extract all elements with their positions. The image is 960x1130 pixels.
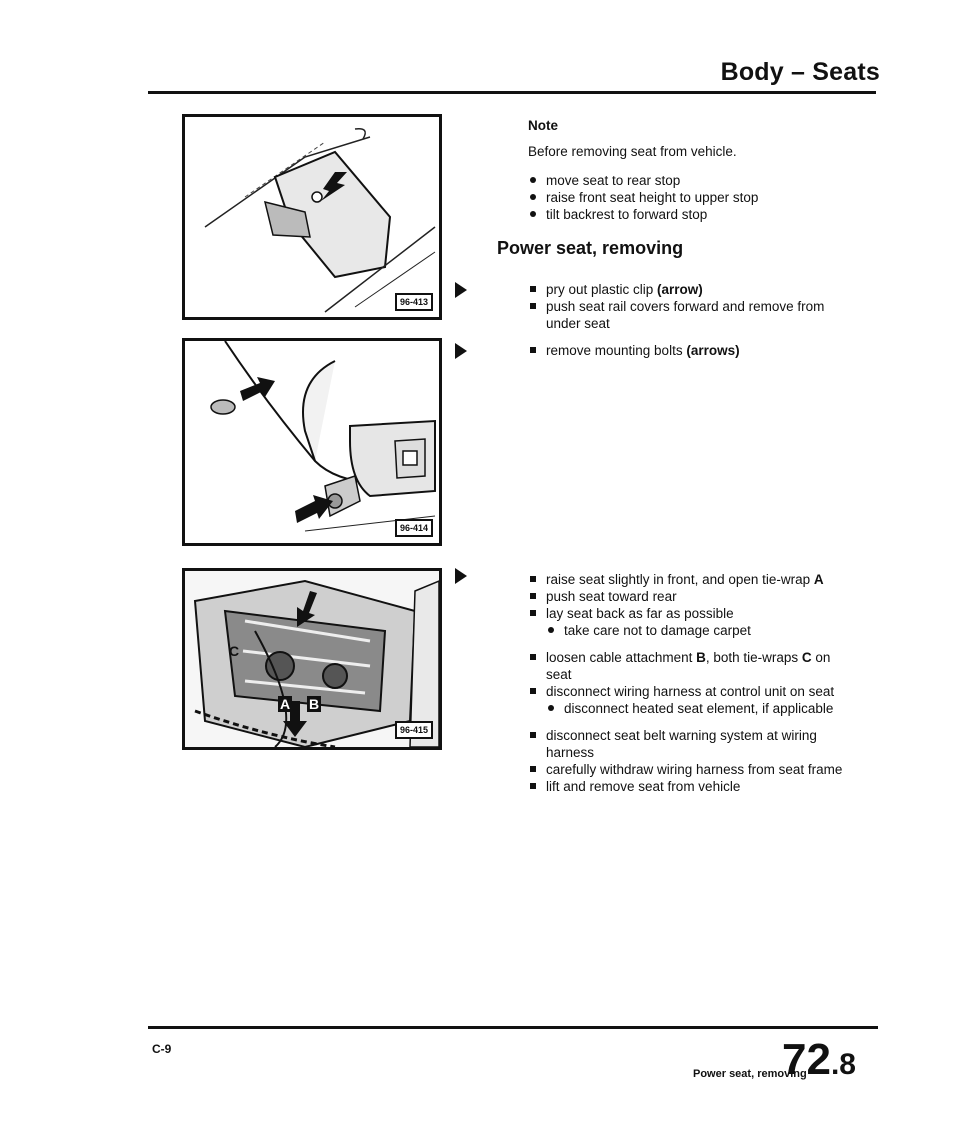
seat-rail-illustration <box>185 117 439 317</box>
step-item: lay seat back as far as possible <box>528 605 844 622</box>
step-item: carefully withdraw wiring harness from seat frame <box>528 761 844 778</box>
label-b: B <box>309 696 320 712</box>
step-item: loosen cable attachment B, both tie-wraps C on seat <box>528 649 844 683</box>
step-item: raise seat slightly in front, and open tie-wrap A <box>528 571 844 588</box>
step-subitem: take care not to damage carpet <box>546 622 844 639</box>
note-item: raise front seat height to upper stop <box>528 189 868 206</box>
mounting-bolts-illustration <box>185 341 439 543</box>
figure-seat-rail-clip <box>182 114 442 320</box>
note-intro: Before removing seat from vehicle. <box>528 144 737 159</box>
figure-tag: 96-413 <box>395 293 433 311</box>
step-item: lift and remove seat from vehicle <box>528 778 844 795</box>
note-title: Note <box>528 118 558 133</box>
section-number: 72.8 <box>782 1035 856 1084</box>
section-title: Power seat, removing <box>497 238 684 258</box>
step-item: push seat toward rear <box>528 588 844 605</box>
page-code: C-9 <box>152 1042 172 1056</box>
step2-list <box>528 342 858 359</box>
note-item: tilt backrest to forward stop <box>528 206 868 223</box>
figure-seat-underside <box>182 568 442 750</box>
figure-tag: 96-414 <box>395 519 433 537</box>
step-item: disconnect wiring harness at control unit on seat <box>528 683 844 700</box>
footer-caption: Power seat, removing <box>693 1068 807 1080</box>
note-block <box>528 118 868 223</box>
note-item: move seat to rear stop <box>528 172 868 189</box>
note-list <box>528 172 868 223</box>
figure-mounting-bolts <box>182 338 442 546</box>
page-header-title: Body – Seats <box>720 58 880 86</box>
header-rule <box>148 91 876 94</box>
figure-tag: 96-415 <box>395 721 433 739</box>
step-item: disconnect seat belt warning system at wiring harness <box>528 727 844 761</box>
step-item: pry out plastic clip (arrow) <box>528 281 858 298</box>
label-a: A <box>280 696 291 712</box>
figure-pointer-arrow <box>455 343 467 359</box>
figure-pointer-arrow <box>455 282 467 298</box>
step-item: push seat rail covers forward and remove from under seat <box>528 298 858 332</box>
step1-list <box>528 281 858 332</box>
figure-pointer-arrow <box>455 568 467 584</box>
footer-rule <box>148 1026 878 1029</box>
step3-list <box>528 571 844 795</box>
label-c: C <box>229 643 240 659</box>
step-item: remove mounting bolts (arrows) <box>528 342 858 359</box>
step-subitem: disconnect heated seat element, if applicable <box>546 700 844 717</box>
